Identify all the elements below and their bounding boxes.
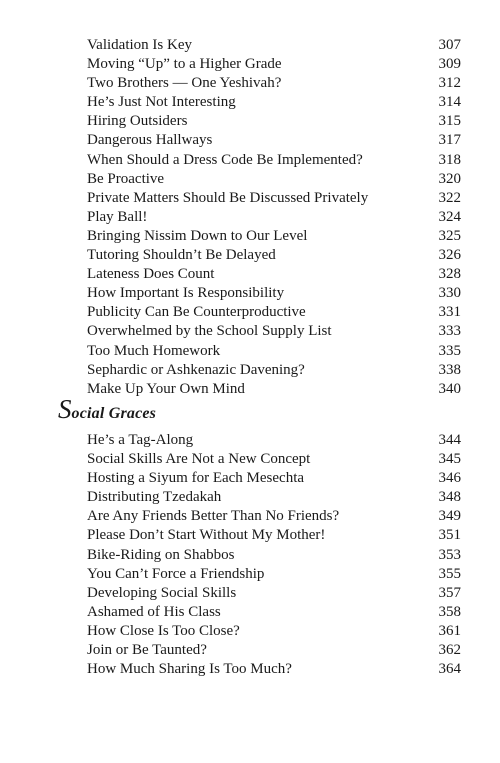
toc-entry-page-number: 307 — [438, 37, 461, 53]
toc-entry-title: Hosting a Siyum for Each Mesechta — [87, 470, 305, 487]
toc-entry — [87, 170, 461, 189]
toc-entry-title: Sephardic or Ashkenazic Davening? — [87, 361, 305, 378]
toc-entry-page-number: 340 — [438, 380, 461, 397]
toc-entry-page-number: 312 — [438, 75, 461, 92]
toc-entry-page-number: 346 — [438, 470, 461, 487]
toc-entry — [87, 431, 461, 450]
toc-entry-title: Ashamed of His Class — [87, 603, 221, 620]
toc-entry-title: Please Don’t Start Without My Mother! — [87, 527, 326, 544]
toc-entry-title: Tutoring Shouldn’t Be Delayed — [87, 247, 276, 264]
toc-entry-title: Moving “Up” to a Higher Grade — [87, 56, 282, 73]
toc-entry — [87, 189, 461, 208]
toc-entry — [87, 246, 461, 265]
toc-entry-title: Are Any Friends Better Than No Friends? — [87, 508, 340, 525]
toc-entry-page-number: 320 — [438, 170, 461, 187]
toc-entry — [87, 546, 461, 565]
toc-entry-title: Lateness Does Count — [87, 266, 215, 283]
toc-entry-page-number: 362 — [438, 642, 461, 659]
toc-entry-page-number: 330 — [438, 285, 461, 302]
toc-entry-title: You Can’t Force a Friendship — [87, 565, 265, 582]
toc-entry-page-number: 333 — [438, 323, 461, 340]
toc-entry-page-number: 322 — [438, 189, 461, 206]
toc-entry-page-number: 351 — [438, 527, 461, 544]
toc-entry-page-number: 314 — [438, 94, 461, 111]
toc-entry-page-number: 349 — [438, 508, 461, 525]
toc-entry — [87, 361, 461, 380]
toc-entry — [87, 622, 461, 641]
toc-entry — [87, 227, 461, 246]
toc-entry-title: Make Up Your Own Mind — [87, 380, 245, 397]
toc-entry — [87, 284, 461, 303]
section-heading-text: ocial Graces — [71, 405, 157, 422]
toc-entry-title: Play Ball! — [87, 208, 148, 225]
toc-entry-title: Be Proactive — [87, 170, 165, 187]
toc-entry-title: He’s a Tag-Along — [87, 432, 194, 448]
toc-entry — [87, 641, 461, 660]
toc-entry — [87, 55, 461, 74]
toc-entry — [87, 469, 461, 488]
toc-entry-title: Too Much Homework — [87, 342, 221, 359]
toc-entry — [87, 208, 461, 227]
toc-entry-page-number: 315 — [438, 113, 461, 130]
toc-entry-page-number: 355 — [438, 565, 461, 582]
toc-entry-page-number: 361 — [438, 622, 461, 639]
toc-entry — [87, 603, 461, 622]
toc-entry-page-number: 345 — [438, 451, 461, 468]
toc-entry-page-number: 335 — [438, 342, 461, 359]
toc-entry-title: Publicity Can Be Counterproductive — [87, 304, 306, 321]
toc-list-part1 — [87, 36, 461, 399]
toc-entry-title: Validation Is Key — [87, 37, 192, 53]
toc-entry-page-number: 331 — [438, 304, 461, 321]
toc-entry-title: Private Matters Should Be Discussed Privately — [87, 189, 369, 206]
toc-entry — [87, 93, 461, 112]
toc-entry-title: How Much Sharing Is Too Much? — [87, 661, 292, 678]
toc-entry-title: How Important Is Responsibility — [87, 285, 285, 302]
toc-entry — [87, 507, 461, 526]
toc-entry — [87, 660, 461, 679]
toc-entry-page-number: 318 — [438, 151, 461, 168]
toc-entry-title: Distributing Tzedakah — [87, 489, 222, 506]
toc-entry-title: When Should a Dress Code Be Implemented? — [87, 151, 363, 168]
toc-entry-page-number: 309 — [438, 56, 461, 73]
toc-entry-title: Two Brothers — One Yeshivah? — [87, 75, 282, 92]
toc-entry — [87, 450, 461, 469]
toc-entry-page-number: 325 — [438, 227, 461, 244]
section-heading-initial: S — [58, 394, 72, 424]
toc-entry-title: Hiring Outsiders — [87, 113, 188, 130]
toc-entry-page-number: 353 — [438, 546, 461, 563]
toc-entry-page-number: 364 — [438, 661, 461, 678]
toc-entry — [87, 151, 461, 170]
toc-entry-page-number: 326 — [438, 247, 461, 264]
toc-entry-title: Join or Be Taunted? — [87, 642, 207, 659]
toc-entry — [87, 488, 461, 507]
toc-entry-page-number: 317 — [438, 132, 461, 149]
toc-entry — [87, 131, 461, 150]
toc-entry — [87, 74, 461, 93]
toc-entry — [87, 565, 461, 584]
toc-entry-page-number: 324 — [438, 208, 461, 225]
toc-entry — [87, 584, 461, 603]
toc-entry — [87, 526, 461, 545]
toc-entry-title: Overwhelmed by the School Supply List — [87, 323, 332, 340]
toc-entry-title: Developing Social Skills — [87, 584, 237, 601]
toc-entry — [87, 265, 461, 284]
toc-entry-page-number: 358 — [438, 603, 461, 620]
toc-entry-page-number: 357 — [438, 584, 461, 601]
section-heading-social-graces — [58, 396, 156, 423]
toc-entry-page-number: 328 — [438, 266, 461, 283]
toc-entry-title: He’s Just Not Interesting — [87, 94, 236, 111]
toc-entry-title: How Close Is Too Close? — [87, 622, 240, 639]
toc-entry-page-number: 344 — [438, 432, 461, 448]
toc-entry-title: Bike-Riding on Shabbos — [87, 546, 235, 563]
toc-entry-page-number: 348 — [438, 489, 461, 506]
toc-list-part2 — [87, 431, 461, 679]
toc-entry-title: Social Skills Are Not a New Concept — [87, 451, 311, 468]
toc-entry-title: Dangerous Hallways — [87, 132, 213, 149]
toc-entry — [87, 322, 461, 341]
toc-entry — [87, 342, 461, 361]
toc-entry — [87, 36, 461, 55]
toc-entry — [87, 112, 461, 131]
toc-entry-title: Bringing Nissim Down to Our Level — [87, 227, 308, 244]
toc-entry — [87, 303, 461, 322]
toc-entry-page-number: 338 — [438, 361, 461, 378]
